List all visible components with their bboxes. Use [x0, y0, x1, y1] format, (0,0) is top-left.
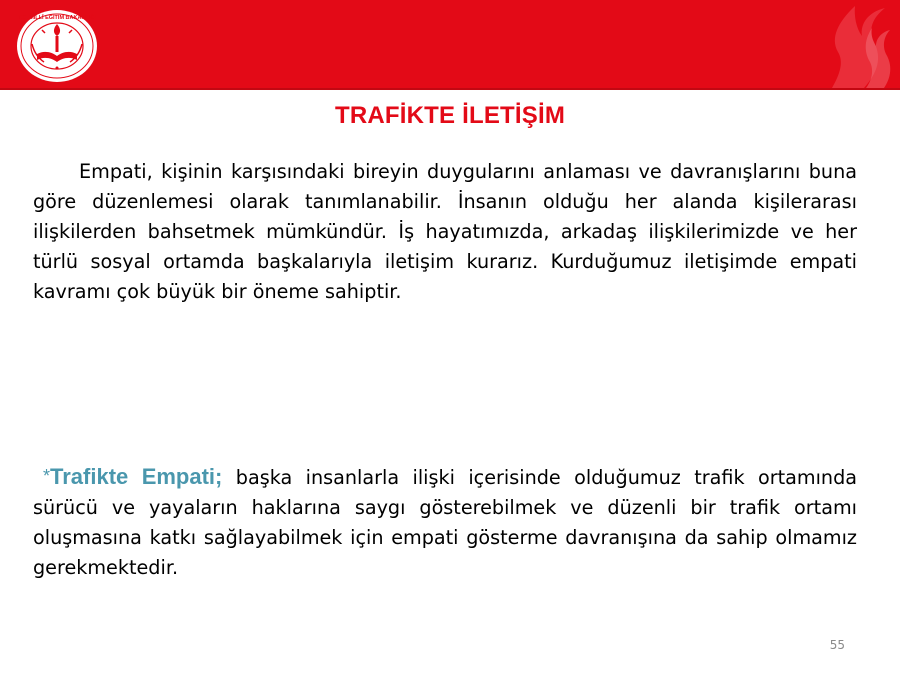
asterisk-marker: *: [43, 466, 51, 486]
ministry-logo: [12, 8, 102, 84]
flame-decoration-icon: [760, 0, 900, 90]
traffic-empathy-paragraph: [33, 461, 857, 583]
slide-title: TRAFİKTE İLETİŞİM: [334, 102, 566, 129]
svg-text:T.C. MİLLÎ EĞİTİM BAKANLIĞI: T.C. MİLLÎ EĞİTİM BAKANLIĞI: [17, 15, 97, 21]
traffic-empathy-text: başka insanlarla ilişki içerisinde olduğumuz trafik ortamında sürücü ve yayaların haklarına saygı gösterebilmek ve düzenli bir trafik ortamı oluşmasına katkı sağlayabilmek için empati gösterme davranışına da sahip olmamız gerekmektedir.: [33, 466, 858, 579]
traffic-empathy-term: Trafikte Empati;: [50, 464, 223, 489]
page-number: 55: [829, 638, 845, 652]
empathy-definition-paragraph: Empati, kişinin karşısındaki bireyin duygularını anlaması ve davranışlarını buna göre düzenlemesi olarak tanımlanabilir. İnsanın olduğu her alanda kişilerarası ilişkilerden bahsetmek mümkündür. İş hayatımızda, arkadaş ilişkilerimizde ve her türlü sosyal ortamda başkalarıyla iletişim kurarız. Kurduğumuz iletişimde empati kavramı çok büyük bir öneme sahiptir.: [33, 160, 857, 303]
